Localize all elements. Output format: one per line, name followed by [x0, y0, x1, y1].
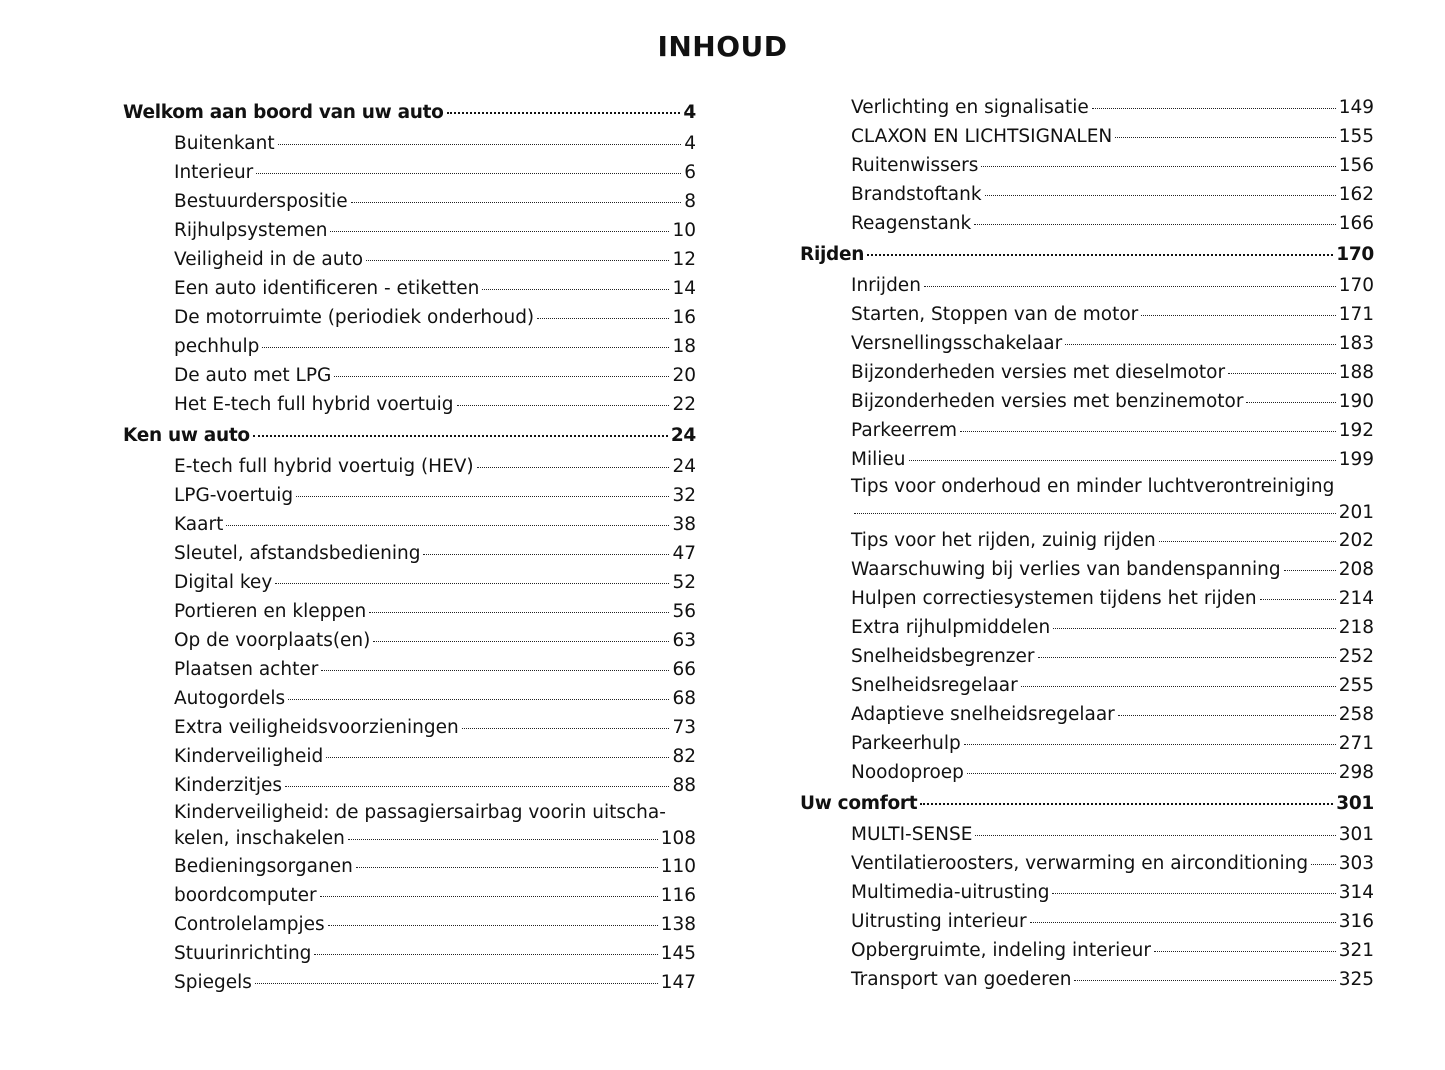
toc-entry-label: Reagenstank	[851, 213, 972, 234]
dot-leader	[477, 467, 670, 468]
dot-leader	[867, 254, 1333, 256]
toc-page-number: 201	[1338, 502, 1374, 523]
toc-entry-label: MULTI-SENSE	[851, 824, 973, 845]
toc-section-entry[interactable]	[800, 787, 1374, 820]
toc-entry[interactable]	[800, 878, 1374, 907]
toc-entry-label: Ventilatieroosters, verwarming en airconditioning	[851, 853, 1309, 874]
toc-page-number: 18	[672, 336, 696, 357]
toc-page-number: 147	[660, 972, 696, 993]
toc-entry[interactable]	[800, 329, 1374, 358]
toc-right-column	[800, 93, 1374, 994]
toc-entry[interactable]	[123, 655, 696, 684]
toc-page-number: 255	[1338, 675, 1374, 696]
toc-entry[interactable]	[800, 358, 1374, 387]
toc-entry-label: Interieur	[174, 162, 254, 183]
dot-leader	[278, 144, 682, 145]
dot-leader	[1228, 373, 1336, 374]
dot-leader	[985, 195, 1336, 196]
dot-leader	[321, 670, 669, 671]
toc-entry[interactable]	[800, 965, 1374, 994]
dot-leader	[423, 554, 669, 555]
dot-leader	[1074, 980, 1335, 981]
toc-entry-label: Plaatsen achter	[174, 659, 319, 680]
toc-page-number: 199	[1338, 449, 1374, 470]
dot-leader	[974, 224, 1335, 225]
toc-entry[interactable]	[800, 700, 1374, 729]
toc-page-number: 155	[1338, 126, 1374, 147]
toc-entry[interactable]	[123, 910, 696, 939]
toc-entry[interactable]	[800, 671, 1374, 700]
dot-leader	[1021, 686, 1336, 687]
toc-entry[interactable]	[123, 881, 696, 910]
dot-leader	[447, 112, 681, 114]
toc-entry[interactable]	[123, 742, 696, 771]
toc-section-entry[interactable]	[123, 419, 696, 452]
toc-page-number: 4	[683, 102, 696, 123]
toc-entry[interactable]	[123, 539, 696, 568]
dot-leader	[253, 435, 668, 437]
toc-page-number: 38	[672, 514, 696, 535]
toc-page-number: 156	[1338, 155, 1374, 176]
toc-entry[interactable]	[800, 93, 1374, 122]
toc-entry-label: Autogordels	[174, 688, 286, 709]
toc-page-number: 218	[1338, 617, 1374, 638]
toc-entry-label: Rijhulpsystemen	[174, 220, 328, 241]
toc-left-column	[123, 96, 696, 997]
toc-entry-label: Welkom aan boord van uw auto	[123, 102, 444, 123]
toc-entry-label: Noodoproep	[851, 762, 964, 783]
toc-entry-label: Parkeerrem	[851, 420, 957, 441]
toc-entry-label: Multimedia-uitrusting	[851, 882, 1050, 903]
toc-entry[interactable]	[800, 729, 1374, 758]
toc-page-number: 190	[1338, 391, 1374, 412]
dot-leader	[351, 202, 682, 203]
toc-page-number: 10	[672, 220, 696, 241]
dot-leader	[330, 231, 669, 232]
toc-entry-label: Sleutel, afstandsbediening	[174, 543, 421, 564]
toc-page-number: 20	[672, 365, 696, 386]
toc-page-number: 171	[1338, 304, 1374, 325]
toc-page-number: 6	[684, 162, 696, 183]
toc-entry-label: Bedieningsorganen	[174, 856, 353, 877]
toc-entry[interactable]	[800, 555, 1374, 584]
toc-entry[interactable]	[800, 642, 1374, 671]
dot-leader	[1038, 657, 1336, 658]
toc-entry[interactable]	[800, 300, 1374, 329]
page-title: INHOUD	[657, 30, 788, 63]
dot-leader	[328, 925, 658, 926]
toc-page-number: 110	[660, 856, 696, 877]
toc-page-number: 170	[1336, 244, 1374, 265]
toc-entry-label-line: Kinderveiligheid: de passagiersairbag voorin uitscha-	[174, 802, 666, 823]
toc-page-number: 4	[684, 133, 696, 154]
toc-entry[interactable]	[800, 271, 1374, 300]
dot-leader	[369, 612, 669, 613]
toc-entry-label: Extra veiligheidsvoorzieningen	[174, 717, 459, 738]
dot-leader	[366, 260, 669, 261]
dot-leader	[854, 513, 1336, 514]
toc-entry-label: Milieu	[851, 449, 906, 470]
toc-page-number: 170	[1338, 275, 1374, 296]
toc-entry[interactable]	[123, 452, 696, 481]
toc-page-number: 116	[660, 885, 696, 906]
toc-page-number: 301	[1336, 793, 1374, 814]
dot-leader	[1092, 108, 1336, 109]
toc-entry-label: Kaart	[174, 514, 224, 535]
toc-entry-label: Brandstoftank	[851, 184, 982, 205]
toc-entry[interactable]	[123, 245, 696, 274]
toc-entry-label: De motorruimte (periodiek onderhoud)	[174, 307, 535, 328]
toc-entry[interactable]	[123, 481, 696, 510]
dot-leader	[373, 641, 669, 642]
dot-leader	[1246, 402, 1335, 403]
toc-entry-label: Op de voorplaats(en)	[174, 630, 371, 651]
toc-entry-label: pechhulp	[174, 336, 260, 357]
toc-entry-label: Versnellingsschakelaar	[851, 333, 1063, 354]
toc-entry[interactable]	[123, 626, 696, 655]
toc-entry-label: Stuurinrichting	[174, 943, 312, 964]
toc-entry-label: Bestuurderspositie	[174, 191, 348, 212]
toc-entry[interactable]	[123, 361, 696, 390]
toc-entry[interactable]	[800, 416, 1374, 445]
toc-section-entry[interactable]	[800, 238, 1374, 271]
dot-leader	[262, 347, 669, 348]
toc-entry-label: Uw comfort	[800, 793, 918, 814]
toc-entry-label: De auto met LPG	[174, 365, 332, 386]
toc-page-number: 192	[1338, 420, 1374, 441]
toc-entry[interactable]	[800, 526, 1374, 555]
dot-leader	[960, 431, 1336, 432]
toc-page-number: 82	[672, 746, 696, 767]
dot-leader	[482, 289, 669, 290]
toc-page-number: 24	[672, 456, 696, 477]
toc-entry-label: Een auto identificeren - etiketten	[174, 278, 480, 299]
toc-page-number: 32	[672, 485, 696, 506]
toc-entry[interactable]	[800, 500, 1374, 526]
dot-leader	[326, 757, 669, 758]
dot-leader	[462, 728, 670, 729]
toc-page-number: 47	[672, 543, 696, 564]
toc-page-number: 208	[1338, 559, 1374, 580]
toc-page-number: 56	[672, 601, 696, 622]
toc-entry[interactable]	[123, 939, 696, 968]
toc-entry-label: CLAXON EN LICHTSIGNALEN	[851, 126, 1113, 147]
toc-entry-label: Digital key	[174, 572, 273, 593]
dot-leader	[1052, 893, 1335, 894]
toc-entry-label: Bijzonderheden versies met dieselmotor	[851, 362, 1226, 383]
dot-leader	[1311, 864, 1336, 865]
toc-page-number: 108	[660, 828, 696, 849]
dot-leader	[920, 803, 1333, 805]
toc-page-number: 16	[672, 307, 696, 328]
toc-page-number: 52	[672, 572, 696, 593]
toc-entry-label: Rijden	[800, 244, 865, 265]
dot-leader	[256, 173, 681, 174]
toc-page-number: 162	[1338, 184, 1374, 205]
toc-entry-label: LPG-voertuig	[174, 485, 294, 506]
toc-page-number: 63	[672, 630, 696, 651]
toc-page-number: 298	[1338, 762, 1374, 783]
toc-page-number: 73	[672, 717, 696, 738]
dot-leader	[226, 525, 669, 526]
toc-entry[interactable]	[123, 684, 696, 713]
dot-leader	[924, 286, 1336, 287]
toc-entry[interactable]	[800, 758, 1374, 787]
toc-entry[interactable]	[123, 826, 696, 852]
toc-entry-label: Ken uw auto	[123, 425, 250, 446]
dot-leader	[457, 405, 670, 406]
toc-entry-label: Buitenkant	[174, 133, 275, 154]
toc-entry-label: Waarschuwing bij verlies van bandenspanning	[851, 559, 1281, 580]
toc-entry[interactable]	[800, 209, 1374, 238]
toc-entry-label-line: Tips voor onderhoud en minder luchtverontreiniging	[851, 476, 1335, 497]
toc-entry-label: E-tech full hybrid voertuig (HEV)	[174, 456, 474, 477]
toc-page-number: 202	[1338, 530, 1374, 551]
dot-leader	[967, 773, 1336, 774]
toc-page-number: 214	[1338, 588, 1374, 609]
toc-entry-label: Transport van goederen	[851, 969, 1072, 990]
toc-page-number: 325	[1338, 969, 1374, 990]
dot-leader	[1118, 715, 1336, 716]
toc-entry-label: Starten, Stoppen van de motor	[851, 304, 1139, 325]
toc-entry[interactable]	[123, 187, 696, 216]
toc-entry-label: Veiligheid in de auto	[174, 249, 364, 270]
toc-entry-label: Bijzonderheden versies met benzinemotor	[851, 391, 1244, 412]
dot-leader	[314, 954, 657, 955]
dot-leader	[288, 699, 669, 700]
dot-leader	[1065, 344, 1335, 345]
toc-page-number: 149	[1338, 97, 1374, 118]
toc-page-number: 183	[1338, 333, 1374, 354]
toc-entry[interactable]	[123, 968, 696, 997]
toc-page-number: 14	[672, 278, 696, 299]
toc-entry[interactable]	[800, 151, 1374, 180]
dot-leader	[334, 376, 669, 377]
toc-entry-label: Het E-tech full hybrid voertuig	[174, 394, 454, 415]
toc-entry[interactable]	[123, 510, 696, 539]
toc-entry[interactable]	[800, 849, 1374, 878]
toc-entry-label: Snelheidsbegrenzer	[851, 646, 1035, 667]
toc-entry[interactable]	[800, 907, 1374, 936]
toc-entry-label: Extra rijhulpmiddelen	[851, 617, 1051, 638]
toc-entry[interactable]	[123, 597, 696, 626]
toc-entry-label: Kinderzitjes	[174, 775, 282, 796]
toc-entry[interactable]	[800, 936, 1374, 965]
toc-entry-label: Snelheidsregelaar	[851, 675, 1018, 696]
toc-entry[interactable]	[123, 390, 696, 419]
toc-entry-label: Ruitenwissers	[851, 155, 979, 176]
toc-page-number: 321	[1338, 940, 1374, 961]
toc-entry[interactable]	[800, 445, 1374, 474]
toc-entry-label: Verlichting en signalisatie	[851, 97, 1089, 118]
toc-entry-label: boordcomputer	[174, 885, 317, 906]
toc-page-number: 88	[672, 775, 696, 796]
toc-page-number: 24	[670, 425, 696, 446]
toc-entry[interactable]	[800, 613, 1374, 642]
dot-leader	[537, 318, 669, 319]
toc-entry[interactable]	[800, 122, 1374, 151]
toc-page-number: 188	[1338, 362, 1374, 383]
toc-page-number: 68	[672, 688, 696, 709]
dot-leader	[275, 583, 669, 584]
toc-entry[interactable]	[800, 387, 1374, 416]
dot-leader	[255, 983, 658, 984]
toc-entry[interactable]	[123, 713, 696, 742]
toc-page-number: 66	[672, 659, 696, 680]
toc-entry-label: Opbergruimte, indeling interieur	[851, 940, 1151, 961]
dot-leader	[1159, 541, 1336, 542]
toc-page-number: 252	[1338, 646, 1374, 667]
toc-entry[interactable]	[123, 274, 696, 303]
toc-entry-label: Spiegels	[174, 972, 252, 993]
toc-entry[interactable]	[123, 568, 696, 597]
toc-entry-label: Portieren en kleppen	[174, 601, 367, 622]
toc-page-number: 8	[684, 191, 696, 212]
dot-leader	[1154, 951, 1336, 952]
toc-entry[interactable]	[800, 180, 1374, 209]
toc-entry-label: Kinderveiligheid	[174, 746, 324, 767]
toc-entry[interactable]	[800, 820, 1374, 849]
dot-leader	[356, 867, 658, 868]
dot-leader	[975, 835, 1335, 836]
dot-leader	[1260, 599, 1336, 600]
dot-leader	[1284, 570, 1336, 571]
toc-page-number: 166	[1338, 213, 1374, 234]
dot-leader	[981, 166, 1335, 167]
toc-entry-label: Controlelampjes	[174, 914, 325, 935]
toc-page-number: 316	[1338, 911, 1374, 932]
toc-section-entry[interactable]	[123, 96, 696, 129]
dot-leader	[1053, 628, 1335, 629]
dot-leader	[348, 839, 658, 840]
toc-page-number: 12	[672, 249, 696, 270]
toc-page-number: 145	[660, 943, 696, 964]
toc-entry[interactable]	[123, 129, 696, 158]
toc-page-number: 314	[1338, 882, 1374, 903]
toc-page-number: 271	[1338, 733, 1374, 754]
toc-page-number: 303	[1338, 853, 1374, 874]
toc-entry[interactable]	[123, 158, 696, 187]
toc-entry-label: Hulpen correctiesystemen tijdens het rijden	[851, 588, 1257, 609]
toc-entry[interactable]	[123, 216, 696, 245]
dot-leader	[1030, 922, 1336, 923]
toc-entry-label: Adaptieve snelheidsregelaar	[851, 704, 1115, 725]
toc-entry[interactable]	[123, 771, 696, 800]
dot-leader	[285, 786, 669, 787]
dot-leader	[1115, 137, 1335, 138]
toc-entry-label: Inrijden	[851, 275, 921, 296]
dot-leader	[909, 460, 1336, 461]
dot-leader	[296, 496, 669, 497]
toc-entry-label: kelen, inschakelen	[174, 828, 345, 849]
dot-leader	[964, 744, 1336, 745]
toc-entry[interactable]	[800, 584, 1374, 613]
toc-page-number: 301	[1338, 824, 1374, 845]
toc-entry[interactable]	[123, 332, 696, 361]
dot-leader	[1141, 315, 1335, 316]
dot-leader	[320, 896, 658, 897]
toc-entry[interactable]	[123, 303, 696, 332]
toc-entry-label: Tips voor het rijden, zuinig rijden	[851, 530, 1156, 551]
toc-entry-label: Parkeerhulp	[851, 733, 961, 754]
toc-page-number: 22	[672, 394, 696, 415]
toc-page-number: 258	[1338, 704, 1374, 725]
toc-entry-label: Uitrusting interieur	[851, 911, 1027, 932]
toc-page-number: 138	[660, 914, 696, 935]
toc-entry[interactable]	[123, 852, 696, 881]
